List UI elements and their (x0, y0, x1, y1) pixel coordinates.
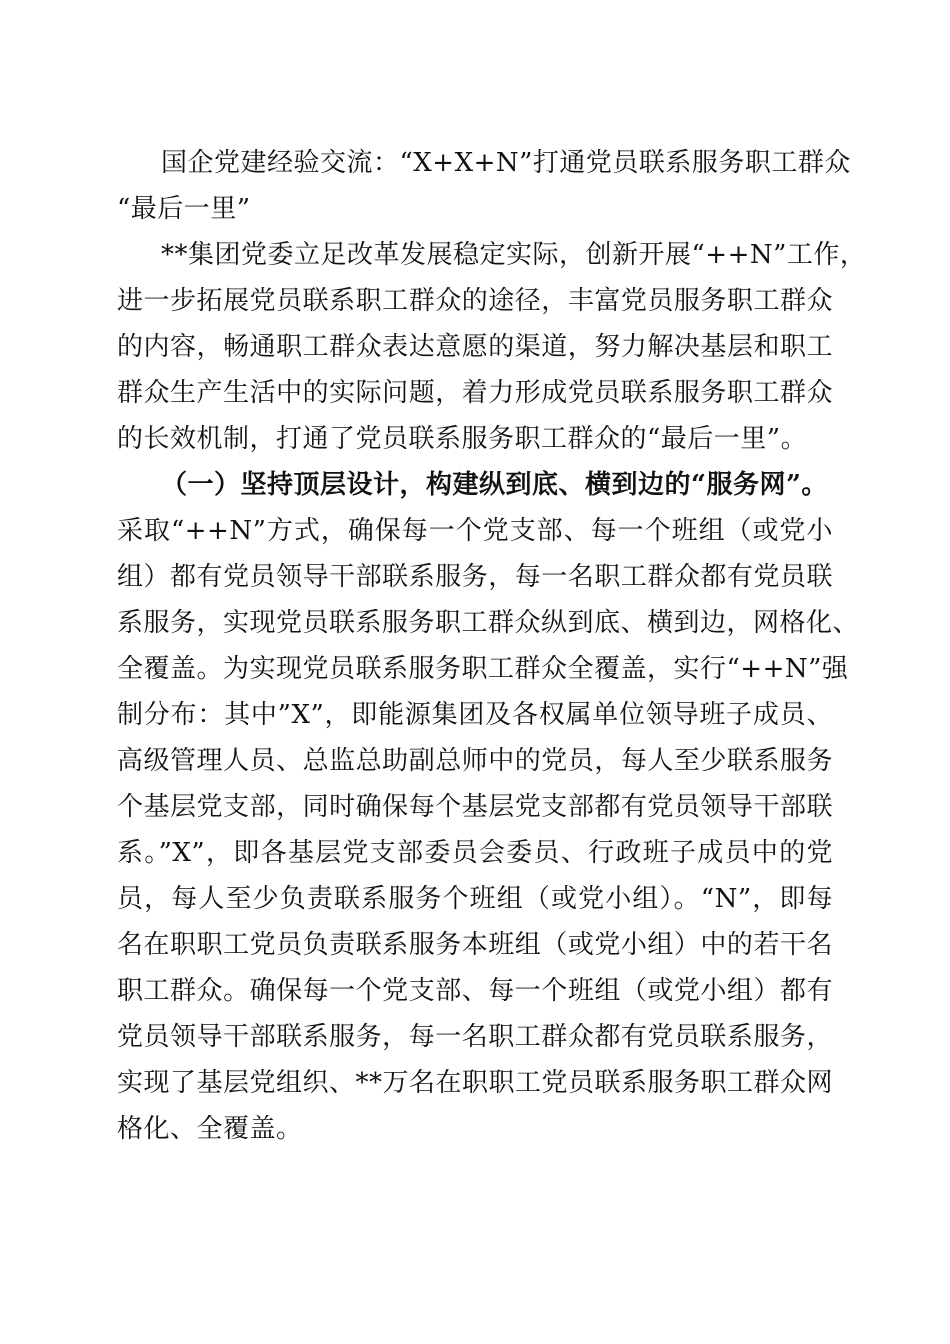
paragraph-line: 高级管理人员、总监总助副总师中的党员，每人至少联系服务 (117, 746, 833, 776)
paragraph-line: 员，每人至少负责联系服务个班组（或党小组）。“N”，即每 (117, 884, 833, 914)
section-one (117, 462, 860, 1152)
paragraph-intro (117, 232, 867, 462)
section-heading: （一）坚持顶层设计，构建纵到底、横到边的“服务网”。 (161, 470, 828, 500)
paragraph-line: 组）都有党员领导干部联系服务，每一名职工群众都有党员联 (117, 562, 833, 592)
paragraph-line: 系服务，实现党员联系服务职工群众纵到底、横到边，网格化、 (117, 608, 860, 638)
paragraph-line: 群众生产生活中的实际问题，着力形成党员联系服务职工群众 (117, 378, 833, 408)
paragraph-line: 系。”X”，即各基层党支部委员会委员、行政班子成员中的党 (117, 838, 833, 868)
document-title (117, 140, 851, 232)
paragraph-line: 采取“++N”方式，确保每一个党支部、每一个班组（或党小 (117, 516, 833, 546)
paragraph-line: 职工群众。确保每一个党支部、每一个班组（或党小组）都有 (117, 976, 833, 1006)
paragraph-line: 实现了基层党组织、**万名在职职工党员联系服务职工群众网 (117, 1068, 834, 1098)
paragraph-line: 全覆盖。为实现党员联系服务职工群众全覆盖，实行“++N”强 (117, 654, 849, 684)
paragraph-line: 名在职职工党员负责联系服务本班组（或党小组）中的若干名 (117, 930, 833, 960)
paragraph-line: 格化、全覆盖。 (117, 1114, 303, 1144)
paragraph-line: 的内容，畅通职工群众表达意愿的渠道，努力解决基层和职工 (117, 332, 833, 362)
paragraph-line: 的长效机制，打通了党员联系服务职工群众的“最后一里”。 (117, 424, 808, 454)
paragraph-line: 进一步拓展党员联系职工群众的途径，丰富党员服务职工群众 (117, 286, 833, 316)
paragraph-line: 制分布：其中”X”，即能源集团及各权属单位领导班子成员、 (117, 700, 833, 730)
paragraph-line: 党员领导干部联系服务，每一名职工群众都有党员联系服务， (117, 1022, 833, 1052)
paragraph-line: 个基层党支部，同时确保每个基层党支部都有党员领导干部联 (117, 792, 833, 822)
title-line-1: 国企党建经验交流：“X+X+N”打通党员联系服务职工群众 (161, 148, 851, 178)
title-line-2: “最后一里” (117, 194, 251, 224)
paragraph-line: **集团党委立足改革发展稳定实际，创新开展“++N”工作， (161, 240, 867, 270)
